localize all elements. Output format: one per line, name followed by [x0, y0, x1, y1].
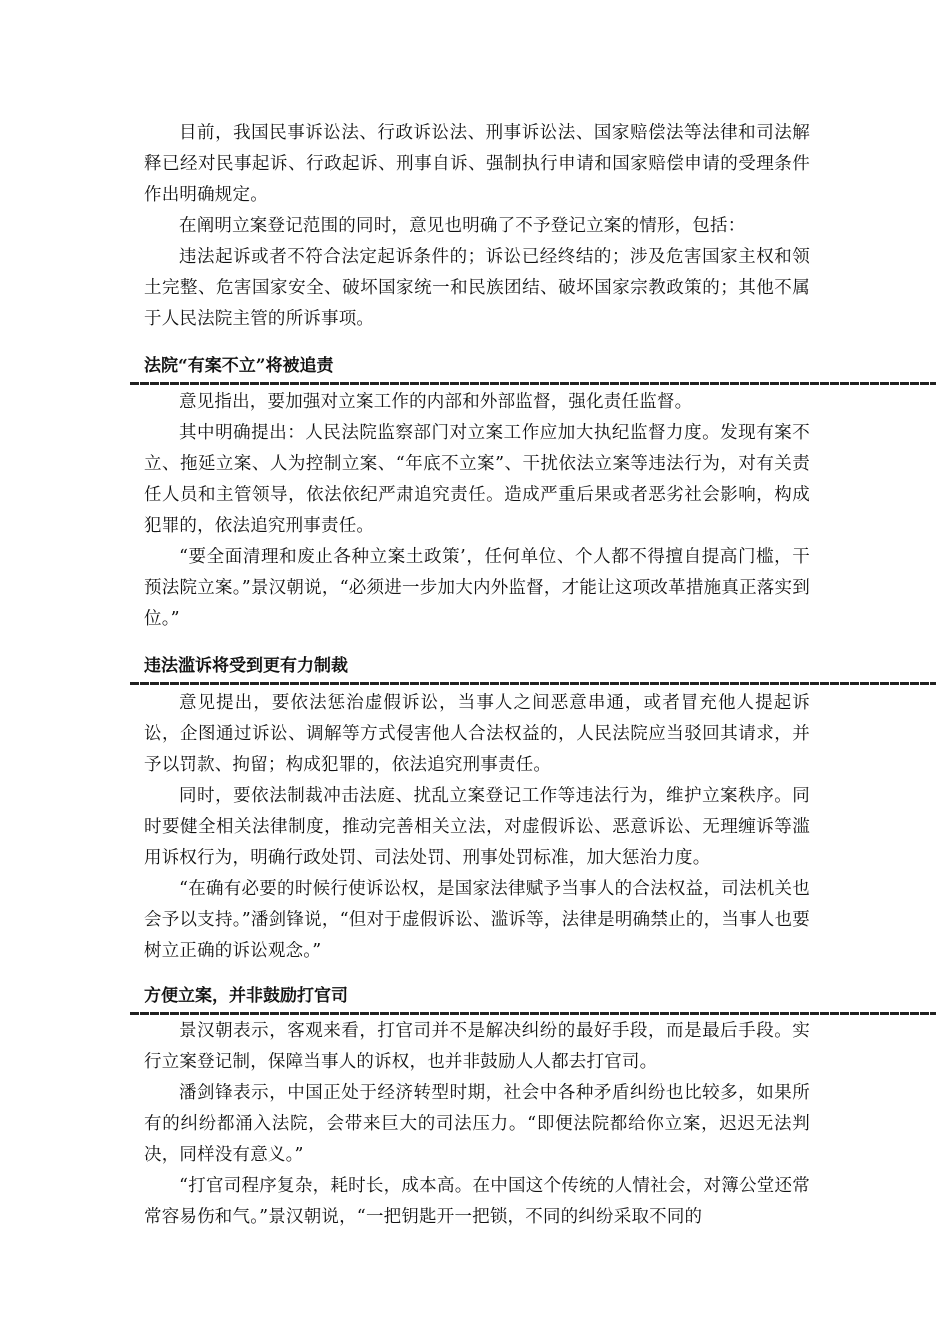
- section-divider: [130, 1012, 936, 1015]
- paragraph: 目前，我国民事诉讼法、行政诉讼法、刑事诉讼法、国家赔偿法等法律和司法解释已经对民事起诉、行政起诉、刑事自诉、强制执行申请和国家赔偿申请的受理条件作出明确规定。: [144, 123, 810, 205]
- section-body: [144, 688, 810, 967]
- paragraph: 景汉朝表示，客观来看，打官司并不是解决纠纷的最好手段，而是最后手段。实行立案登记制，保障当事人的诉权，也并非鼓励人人都去打官司。: [144, 1021, 810, 1072]
- section-divider: [130, 382, 936, 385]
- paragraph: 违法起诉或者不符合法定起诉条件的；诉讼已经终结的；涉及危害国家主权和领土完整、危害国家安全、破坏国家统一和民族团结、破坏国家宗教政策的；其他不属于人民法院主管的所诉事项。: [144, 247, 810, 329]
- paragraph: “要全面清理和废止各种立案土政策’，任何单位、个人都不得擅自提高门槛，干预法院立案。”景汉朝说，“必须进一步加大内外监督，才能让这项改革措施真正落实到位。”: [144, 547, 810, 629]
- intro-section: [144, 118, 810, 335]
- section-body: [144, 1016, 810, 1233]
- paragraph: 潘剑锋表示，中国正处于经济转型时期，社会中各种矛盾纠纷也比较多，如果所有的纠纷都涌入法院，会带来巨大的司法压力。“即便法院都给你立案，迟迟无法判决，同样没有意义。”: [144, 1083, 810, 1165]
- paragraph: 同时，要依法制裁冲击法庭、扰乱立案登记工作等违法行为，维护立案秩序。同时要健全相关法律制度，推动完善相关立法，对虚假诉讼、恶意诉讼、无理缠诉等滥用诉权行为，明确行政处罚、司法处罚、刑事处罚标准，加大惩治力度。: [144, 786, 810, 868]
- paragraph: 在阐明立案登记范围的同时，意见也明确了不予登记立案的情形，包括：: [179, 216, 746, 236]
- section-heading: 方便立案，并非鼓励打官司: [144, 986, 348, 1006]
- paragraph: “打官司程序复杂，耗时长，成本高。在中国这个传统的人情社会，对簿公堂还常常容易伤和气。”景汉朝说，“一把钥匙开一把锁，不同的纠纷采取不同的: [144, 1176, 810, 1227]
- section-body: [144, 387, 810, 635]
- paragraph: 其中明确提出：人民法院监察部门对立案工作应加大执纪监督力度。发现有案不立、拖延立案、人为控制立案、“年底不立案”、干扰依法立案等违法行为，对有关责任人员和主管领导，依法依纪严肃追究责任。造成严重后果或者恶劣社会影响，构成犯罪的，依法追究刑事责任。: [144, 423, 810, 536]
- section-divider: [130, 682, 936, 685]
- paragraph: 意见提出，要依法惩治虚假诉讼，当事人之间恶意串通，或者冒充他人提起诉讼，企图通过诉讼、调解等方式侵害他人合法权益的，人民法院应当驳回其请求，并予以罚款、拘留；构成犯罪的，依法追究刑事责任。: [144, 693, 810, 775]
- paragraph: 意见指出，要加强对立案工作的内部和外部监督，强化责任监督。: [179, 392, 693, 412]
- section-heading: 违法滥诉将受到更有力制裁: [144, 656, 348, 676]
- section-heading: 法院“有案不立”将被追责: [144, 356, 334, 376]
- paragraph: “在确有必要的时候行使诉讼权，是国家法律赋予当事人的合法权益，司法机关也会予以支持。”潘剑锋说，“但对于虚假诉讼、滥诉等，法律是明确禁止的，当事人也要树立正确的诉讼观念。”: [144, 879, 810, 961]
